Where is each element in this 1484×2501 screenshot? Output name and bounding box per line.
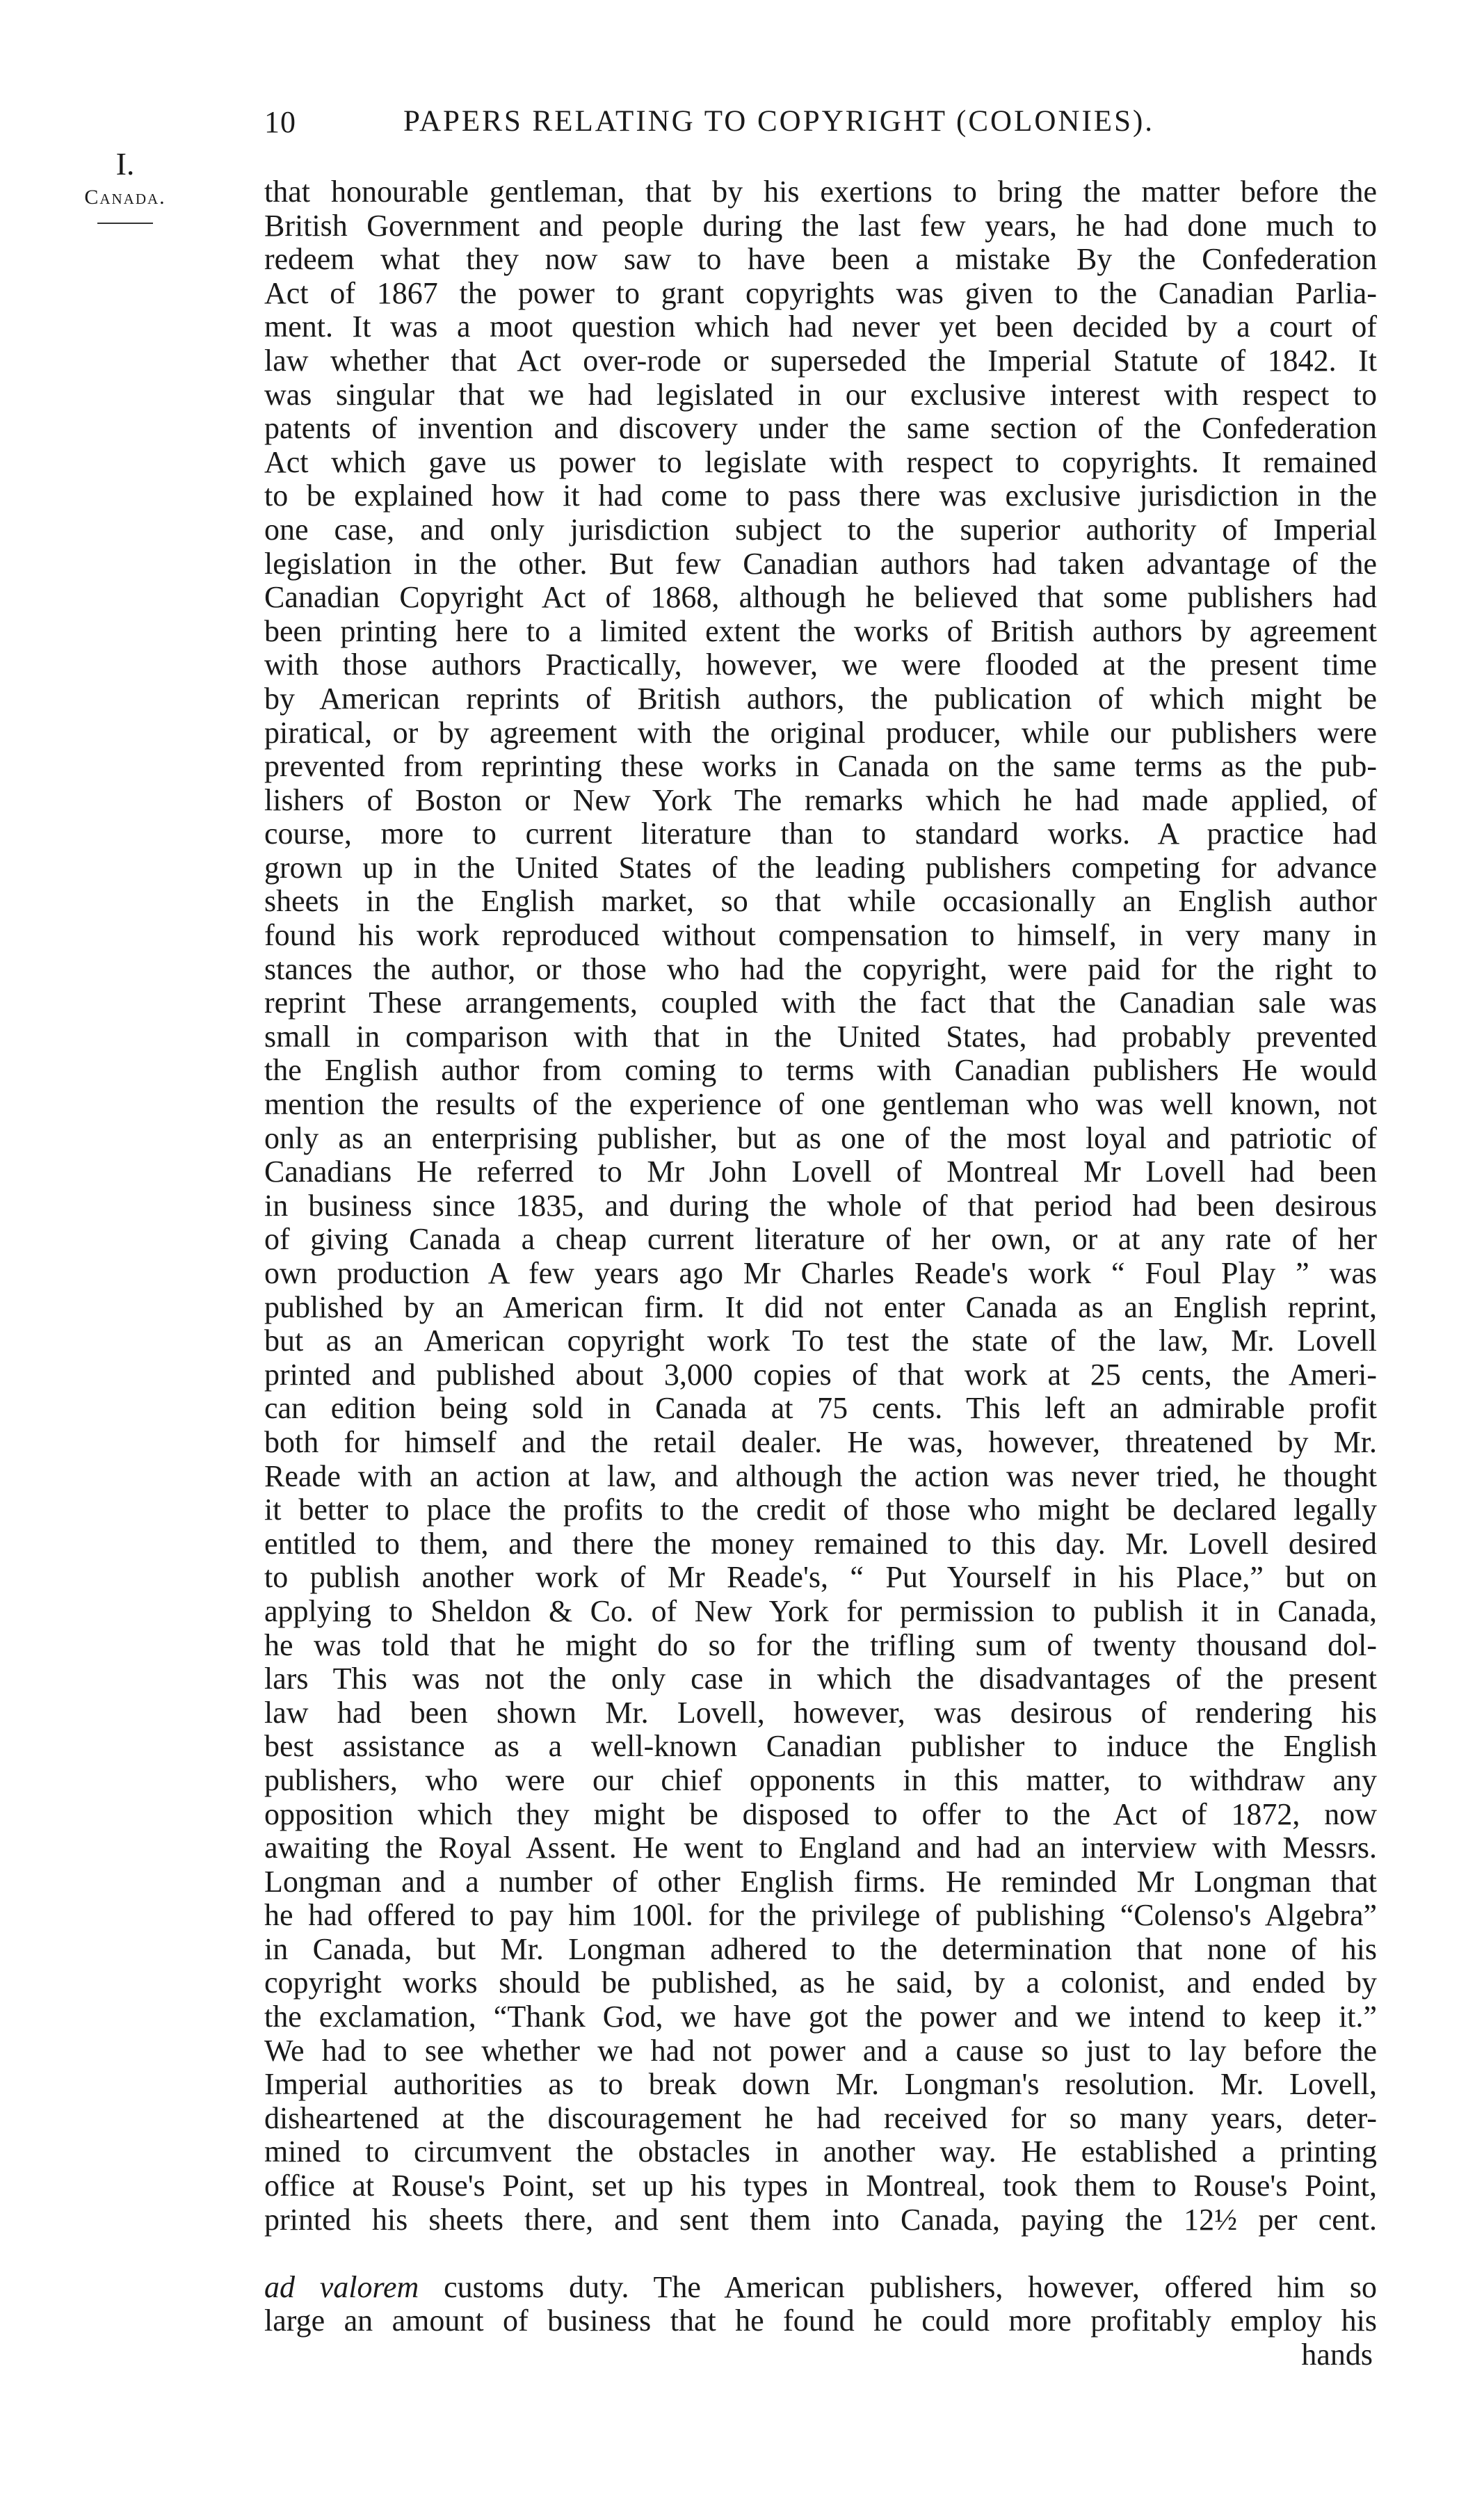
text-line: one case, and only jurisdiction subject to the superior authority of Imperial bbox=[264, 512, 1377, 547]
text-line: he was told that he might do so for the trifling sum of twenty thousand dol- bbox=[264, 1627, 1377, 1662]
text-line: only as an enterprising publisher, but as one of the most loyal and patriotic of bbox=[264, 1120, 1377, 1155]
text-line: law had been shown Mr. Lovell, however, was desirous of rendering his bbox=[264, 1695, 1377, 1730]
text-line: to be explained how it had come to pass there was exclusive jurisdiction in the bbox=[264, 479, 1377, 513]
text-line-ad-valorem bbox=[264, 2271, 1377, 2305]
margin-section-label: Canada. bbox=[84, 186, 166, 209]
text-line: best assistance as a well-known Canadian publisher to induce the English bbox=[264, 1729, 1377, 1764]
text-line: can edition being sold in Canada at 75 cents. This left an admirable profit bbox=[264, 1391, 1377, 1426]
text-line: he had offered to pay him 100l. for the privilege of publishing “Colenso's Algebra” bbox=[264, 1898, 1377, 1933]
text-line: applying to Sheldon & Co. of New York for permission to publish it in Canada, bbox=[264, 1593, 1377, 1628]
text-line: Canadian Copyright Act of 1868, although he believed that some publishers had bbox=[264, 580, 1377, 615]
text-line: Longman and a number of other English firms. He reminded Mr Longman that bbox=[264, 1864, 1377, 1899]
text-line: that honourable gentleman, that by his exertions to bring the matter before the bbox=[264, 175, 1377, 209]
text-line: publishers, who were our chief opponents in this matter, to withdraw any bbox=[264, 1762, 1377, 1797]
text-line: was singular that we had legislated in our exclusive interest with respect to bbox=[264, 377, 1377, 412]
line-continuation: customs duty. The American publishers, however, offered him so bbox=[419, 2269, 1377, 2304]
text-line: own production A few years ago Mr Charles Reade's work “ Foul Play ” was bbox=[264, 1256, 1377, 1290]
text-line: disheartened at the discouragement he had received for so many years, deter- bbox=[264, 2100, 1377, 2135]
text-line: reprint These arrangements, coupled with the fact that the Canadian sale was bbox=[264, 986, 1377, 1020]
text-line: lishers of Boston or New York The remarks which he had made applied, of bbox=[264, 782, 1377, 817]
margin-note bbox=[49, 146, 202, 224]
text-line: in business since 1835, and during the whole of that period had been desirous bbox=[264, 1188, 1377, 1223]
text-line: opposition which they might be disposed to offer to the Act of 1872, now bbox=[264, 1796, 1377, 1831]
text-line: in Canada, but Mr. Longman adhered to the determination that none of his bbox=[264, 1931, 1377, 1966]
text-line: to publish another work of Mr Reade's, “ Put Yourself in his Place,” but on bbox=[264, 1560, 1377, 1595]
text-line bbox=[264, 2237, 1377, 2271]
text-line: redeem what they now saw to have been a mistake By the Confederation bbox=[264, 242, 1377, 277]
text-line: found his work reproduced without compensation to himself, in very many in bbox=[264, 918, 1377, 953]
text-line: grown up in the United States of the leading publishers competing for advance bbox=[264, 850, 1377, 885]
text-line: by American reprints of British authors, the publication of which might be bbox=[264, 681, 1377, 716]
text-line: published by an American firm. It did not enter Canada as an English reprint, bbox=[264, 1289, 1377, 1324]
text-line: ment. It was a moot question which had never yet been decided by a court of bbox=[264, 309, 1377, 344]
text-line: the exclamation, “Thank God, we have got the power and we intend to keep it.” bbox=[264, 2000, 1377, 2034]
page-number: 10 bbox=[264, 105, 296, 139]
text-line: of giving Canada a cheap current literature of her own, or at any rate of her bbox=[264, 1222, 1377, 1257]
text-line: Reade with an action at law, and although the action was never tried, he thought bbox=[264, 1458, 1377, 1493]
text-line: patents of invention and discovery under the same section of the Confederation bbox=[264, 411, 1377, 446]
margin-rule bbox=[97, 223, 153, 224]
text-line: office at Rouse's Point, set up his types in Montreal, took them to Rouse's Point, bbox=[264, 2169, 1377, 2203]
text-line: entitled to them, and there the money remained to this day. Mr. Lovell desired bbox=[264, 1526, 1377, 1561]
text-line: with those authors Practically, however, we were flooded at the present time bbox=[264, 648, 1377, 682]
text-line: course, more to current literature than to standard works. A practice had bbox=[264, 817, 1377, 851]
running-title: PAPERS RELATING TO COPYRIGHT (COLONIES). bbox=[403, 105, 1155, 138]
text-line: large an amount of business that he found he could more profitably employ his bbox=[264, 2303, 1377, 2338]
text-line: Act which gave us power to legislate with respect to copyrights. It remained bbox=[264, 444, 1377, 479]
text-line: mention the results of the experience of one gentleman who was well known, not bbox=[264, 1087, 1377, 1122]
text-line: legislation in the other. But few Canadian authors had taken advantage of the bbox=[264, 546, 1377, 581]
text-line: printed and published about 3,000 copies of that work at 25 cents, the Ameri- bbox=[264, 1357, 1377, 1392]
text-line: awaiting the Royal Assent. He went to England and had an interview with Messrs. bbox=[264, 1831, 1377, 1865]
text-line: both for himself and the retail dealer. He was, however, threatened by Mr. bbox=[264, 1424, 1377, 1459]
italic-phrase: ad valorem bbox=[264, 2269, 419, 2304]
text-line: Imperial authorities as to break down Mr. Longman's resolution. Mr. Lovell, bbox=[264, 2067, 1377, 2102]
margin-section-numeral: I. bbox=[115, 146, 135, 182]
text-line: it better to place the profits to the credit of those who might be declared legally bbox=[264, 1493, 1377, 1527]
text-line: small in comparison with that in the United States, had probably prevented bbox=[264, 1019, 1377, 1054]
text-line: printed his sheets there, and sent them into Canada, paying the 12½ per cent. bbox=[264, 2202, 1377, 2237]
text-line: piratical, or by agreement with the original producer, while our publishers were bbox=[264, 715, 1377, 750]
text-line: sheets in the English market, so that while occasionally an English author bbox=[264, 884, 1377, 919]
text-line: British Government and people during the last few years, he had done much to bbox=[264, 208, 1377, 243]
text-line: prevented from reprinting these works in Canada on the same terms as the pub- bbox=[264, 749, 1377, 784]
text-line: Canadians He referred to Mr John Lovell of Montreal Mr Lovell had been bbox=[264, 1155, 1377, 1189]
body-text bbox=[264, 175, 1377, 2372]
text-line: Act of 1867 the power to grant copyrights was given to the Canadian Parlia- bbox=[264, 275, 1377, 310]
text-line: law whether that Act over-rode or superseded the Imperial Statute of 1842. It bbox=[264, 343, 1377, 378]
text-line: copyright works should be published, as he said, by a colonist, and ended by bbox=[264, 1965, 1377, 2000]
text-line: lars This was not the only case in which the disadvantages of the present bbox=[264, 1662, 1377, 1696]
catchword: hands bbox=[1301, 2338, 1373, 2372]
text-line: We had to see whether we had not power and a cause so just to lay before the bbox=[264, 2033, 1377, 2068]
text-line: the English author from coming to terms with Canadian publishers He would bbox=[264, 1053, 1377, 1088]
text-line: mined to circumvent the obstacles in another way. He established a printing bbox=[264, 2134, 1377, 2169]
text-line: but as an American copyright work To test the state of the law, Mr. Lovell bbox=[264, 1324, 1377, 1358]
text-line: stances the author, or those who had the copyright, were paid for the right to bbox=[264, 951, 1377, 986]
text-line: been printing here to a limited extent the works of British authors by agreement bbox=[264, 613, 1377, 648]
